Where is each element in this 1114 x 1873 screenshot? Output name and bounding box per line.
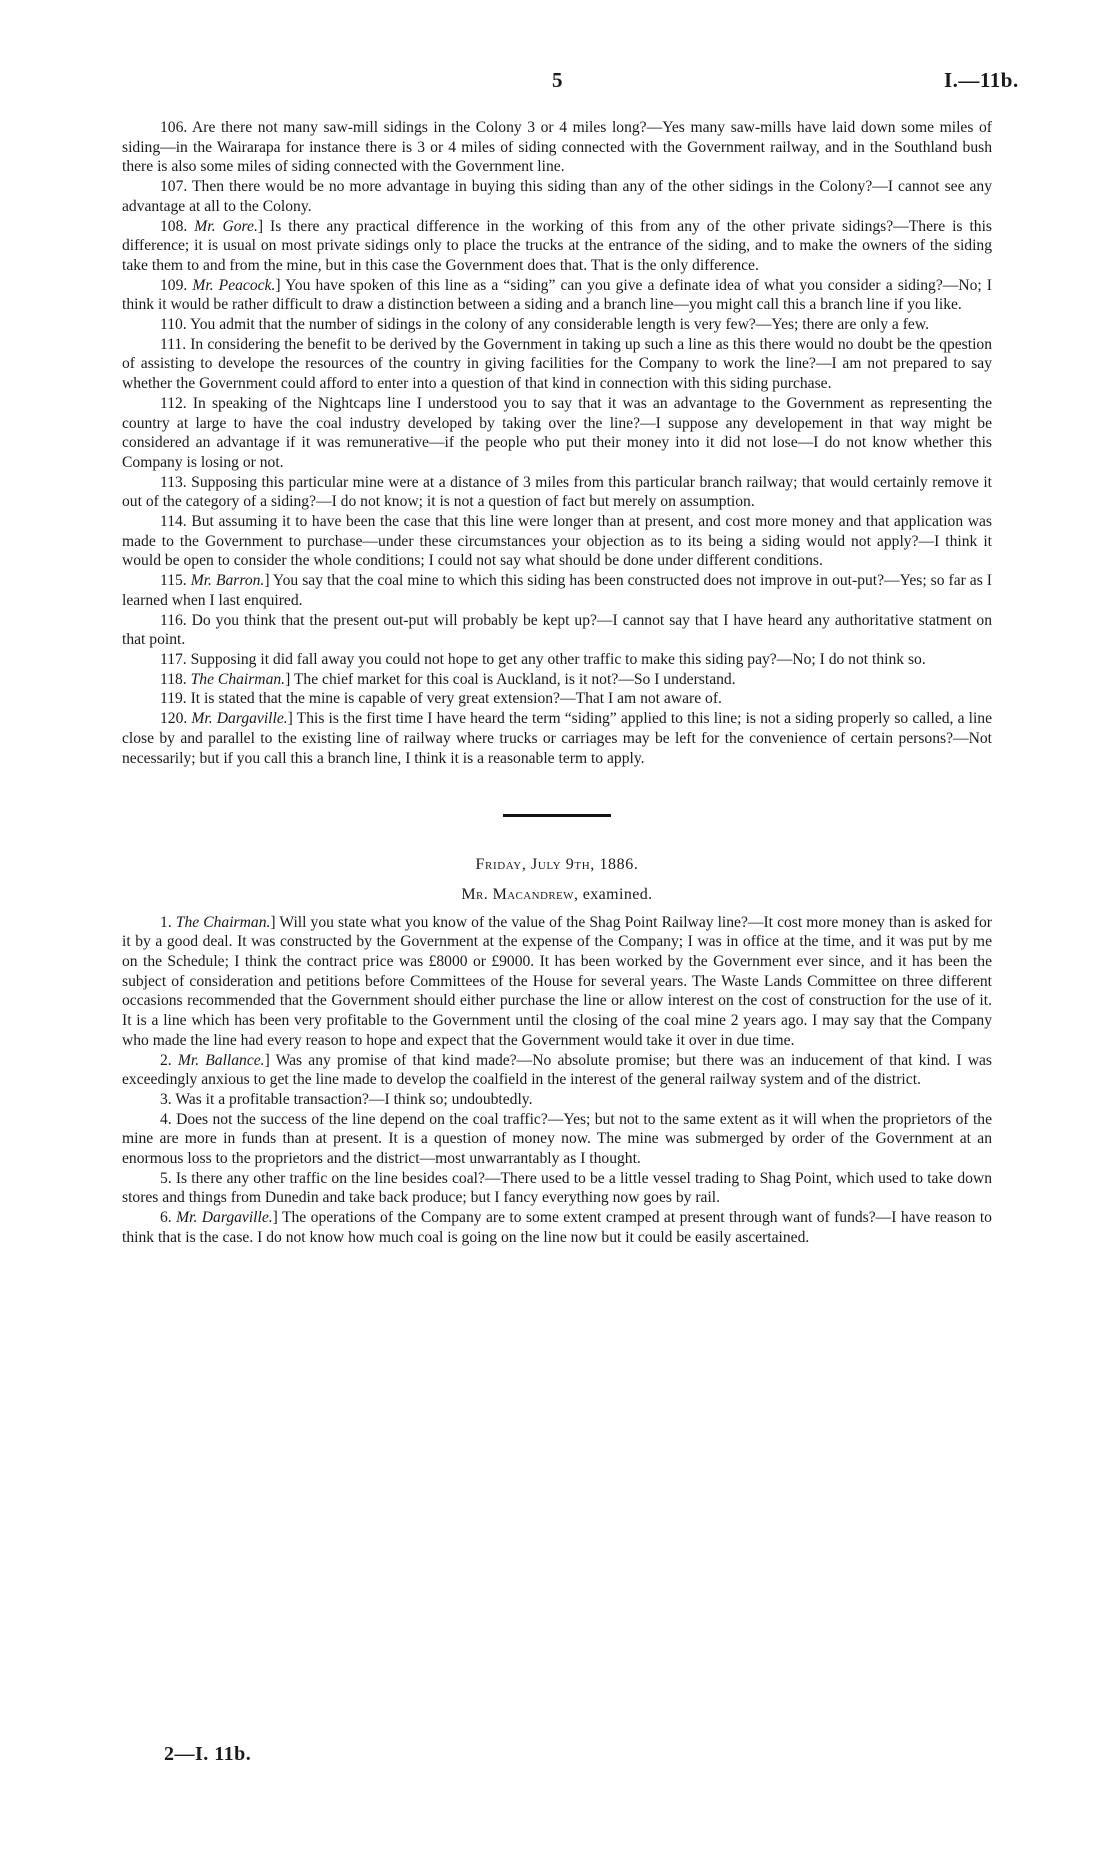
question-number: 118.: [160, 670, 187, 688]
question-text: Was it a profitable transaction?—I think so; undoubtedly.: [171, 1090, 533, 1108]
witness-name: Mr. Macandrew: [461, 885, 574, 903]
question-number: 3.: [160, 1090, 172, 1108]
question-paragraph: [122, 1208, 992, 1247]
date-heading: Friday, July 9th, 1886.: [475, 856, 639, 874]
question-number: 111.: [160, 335, 187, 353]
question-text: Does not the success of the line depend on the coal traffic?—Yes; but not to the same extent as it will when the proprietors of the mine are more in funds than at present. It is a question of money now. The mine was submerged by order of the Government at an enormous loss to the proprietors and the district—most unwarrantably as I thought.: [122, 1110, 992, 1168]
question-paragraph: [122, 512, 992, 571]
question-number: 119.: [160, 690, 187, 708]
question-text: ] Is there any practical difference in the working of this from any of the other private sidings?—There is this difference; it is usual on most private sidings only to place the trucks at the entrance of the siding, and to make the owners of the siding take them to and from the mine, but in this case the Government does that. That is the only difference.: [122, 217, 992, 274]
evidence-section-1: [122, 118, 992, 768]
question-paragraph: [122, 1110, 992, 1169]
question-text: Are there not many saw-mill sidings in the Colony 3 or 4 miles long?—Yes many saw-mills have laid down some miles of siding—in the Wairarapa for instance there is 3 or 4 miles of siding connected with the Government railway, and in the Southland bush there is also some miles of siding connected with the Government line.: [122, 119, 992, 176]
question-text: It is stated that the mine is capable of very great extension?—That I am not aware of.: [186, 690, 722, 708]
question-number: 115.: [160, 572, 187, 590]
question-text: ] Will you state what you know of the value of the Shag Point Railway line?—It cost more money than is asked for it by a good deal. It was constructed by the Government at the expense of the Company; I was in office at the time, and it was put by me on the Schedule; I think the contract price was £8000 or £9000. It has been worked by the Government ever since, and it has been the subject of consideration and petitions before Committees of the House for several years. The Waste Lands Committee on three different occasions recommended that the Government should either purchase the line or allow interest on the cost of construction for the use of it. It is a line which has been very profitable to the Government until the closing of the coal mine 2 years ago. I may say that the Company who made the line had every reason to hope and expect that the Government would take it over in due time.: [122, 913, 992, 1049]
evidence-section-2: [122, 913, 992, 1248]
question-paragraph: [122, 571, 992, 610]
question-text: ] The operations of the Company are to some extent cramped at present through want of funds?—I have reason to think that is the case. I do not know how much coal is going on the line now but it could be easily ascertained.: [122, 1209, 992, 1246]
question-text: Supposing this particular mine were at a distance of 3 miles from this particular branch railway; that would certainly remove it out of the category of a siding?—I do not know; it is not a question of fact but merely on assumption.: [122, 473, 992, 511]
question-text: ] The chief market for this coal is Auckland, is it not?—So I understand.: [285, 670, 736, 688]
question-number: 113.: [160, 473, 187, 491]
question-paragraph: [122, 177, 992, 216]
speaker-name: Mr. Dargaville.: [176, 1209, 273, 1227]
question-paragraph: [122, 611, 992, 650]
question-paragraph: [122, 689, 992, 709]
question-text: ] This is the first time I have heard the term “siding” applied to this line; is not a siding properly so called, a line close by and parallel to the existing line of railway where trucks or carriages may be left for the convenience of certain persons?—Not necessarily; but if you call this a branch line, I think it is a reasonable term to apply.: [122, 710, 992, 767]
section-divider: [503, 814, 611, 817]
question-paragraph: [122, 1169, 992, 1208]
question-number: 2.: [160, 1051, 172, 1069]
question-paragraph: [122, 1090, 992, 1110]
question-number: 107.: [160, 178, 188, 196]
speaker-name: Mr. Ballance.: [177, 1051, 265, 1069]
question-paragraph: [122, 217, 992, 276]
speaker-name: Mr. Peacock.: [192, 276, 276, 294]
witness-heading: [122, 885, 992, 905]
page-header: [0, 68, 1114, 98]
question-paragraph: [122, 709, 992, 768]
question-number: 112.: [160, 394, 187, 412]
question-paragraph: [122, 1051, 992, 1090]
question-number: 106.: [160, 119, 188, 136]
question-number: 108.: [160, 217, 188, 235]
question-number: 120.: [160, 710, 188, 728]
question-text: You admit that the number of sidings in the colony of any considerable length is very few?—Yes; there are only a few.: [186, 316, 929, 334]
question-text: In considering the benefit to be derived by the Government in taking up such a line as this there would no doubt be the qpestion of assisting to develope the resources of the country in giving facilities for the Company to work the line?—I am not prepared to say whether the Government could afford to enter into a question of that kind in connection with this siding purchase.: [122, 335, 992, 393]
question-text: In speaking of the Nightcaps line I understood you to say that it was an advantage to the Government as representing the country at large to have the coal industry developed by taking over the line?—I suppose any developement in that way might be considered an advantage if it was remunerative—if the people who put their money into it did not lose—I do not know whether this Company is losing or not.: [122, 394, 992, 471]
question-number: 4.: [160, 1110, 172, 1128]
question-text: Do you think that the present out-put will probably be kept up?—I cannot say that I have heard any authoritative statment on that point.: [122, 611, 992, 649]
question-paragraph: [122, 650, 992, 670]
speaker-name: The Chairman.: [175, 913, 271, 931]
question-text: ] You have spoken of this line as a “siding” can you give a definate idea of what you consider a siding?—No; I think it would be rather difficult to draw a distinction between a siding and a branch line—you might call this a branch line if you like.: [122, 276, 992, 314]
question-text: Supposing it did fall away you could not hope to get any other traffic to make this siding pay?—No; I do not think so.: [186, 650, 926, 668]
question-number: 110.: [160, 316, 187, 334]
document-body: [122, 118, 992, 1248]
question-number: 5.: [160, 1169, 172, 1187]
question-number: 109.: [160, 276, 188, 294]
question-text: ] Was any promise of that kind made?—No absolute promise; but there was an inducement of that kind. I was exceedingly anxious to get the line made to develop the coalfield in the interest of the general railway system and of the district.: [122, 1051, 992, 1089]
question-paragraph: [122, 335, 992, 394]
paper-series-id: I.—11b.: [944, 68, 1019, 92]
question-text: Is there any other traffic on the line besides coal?—There used to be a little vessel trading to Shag Point, which used to take down stores and things from Dunedin and take back produce; but I fancy everything now goes by rail.: [122, 1169, 992, 1207]
speaker-name: The Chairman.: [190, 670, 286, 688]
question-number: 116.: [160, 611, 187, 629]
question-number: 114.: [160, 513, 187, 531]
question-text: But assuming it to have been the case that this line were longer than at present, and cost more money and that application was made to the Government to purchase—under these circumstances your objection as to its being a siding would not apply?—I think it would be open to consider the whole conditions; I could not say what should be done under different conditions.: [122, 513, 992, 570]
question-text: ] You say that the coal mine to which this siding has been constructed does not improve in out-put?—Yes; so far as I learned when I last enquired.: [122, 572, 992, 609]
question-paragraph: [122, 118, 992, 177]
question-paragraph: [122, 394, 992, 473]
question-paragraph: [122, 315, 992, 335]
speaker-name: Mr. Gore.: [194, 217, 258, 235]
witness-suffix: , examined.: [573, 885, 653, 903]
question-paragraph: [122, 670, 992, 690]
question-number: 1.: [160, 913, 172, 931]
speaker-name: Mr. Dargaville.: [191, 710, 288, 728]
question-text: Then there would be no more advantage in buying this siding than any of the other sidings in the Colony?—I cannot see any advantage at all to the Colony.: [122, 178, 992, 215]
question-number: 117.: [160, 650, 187, 668]
question-number: 6.: [160, 1209, 172, 1227]
question-paragraph: [122, 276, 992, 315]
question-paragraph: [122, 913, 992, 1051]
page-number: 5: [552, 68, 563, 92]
question-paragraph: [122, 473, 992, 512]
signature-mark: 2—I. 11b.: [164, 1743, 252, 1765]
speaker-name: Mr. Barron.: [190, 572, 265, 590]
